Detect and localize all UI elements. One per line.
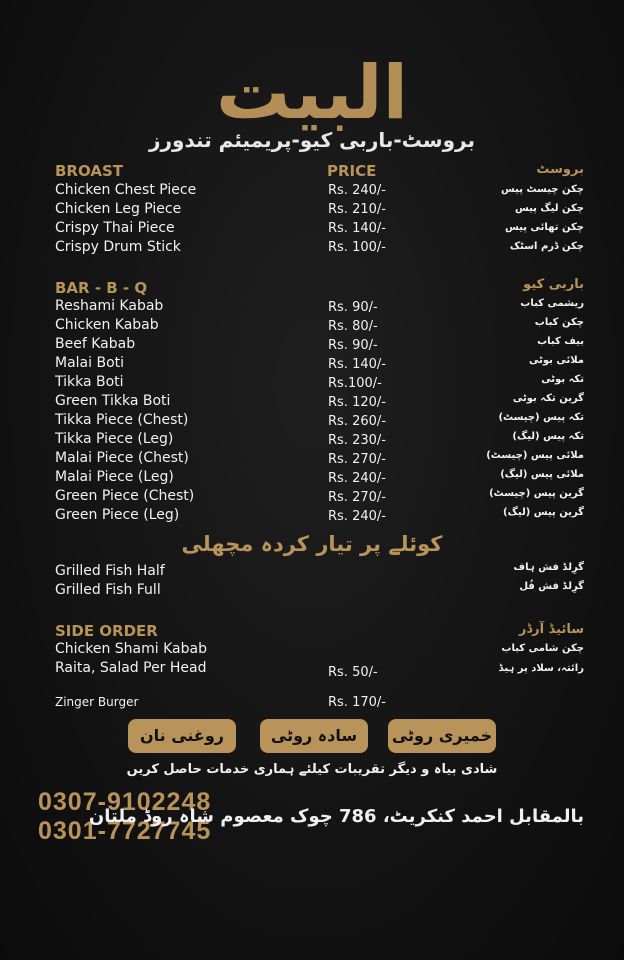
- menu-item-name: Grilled Fish Half: [55, 563, 165, 579]
- menu-item-name: Green Tikka Boti: [55, 393, 171, 409]
- menu-item-name: Green Piece (Chest): [55, 488, 195, 504]
- menu-item-price: Rs. 170/-: [328, 695, 386, 710]
- section-title-side-order-urdu: سائیڈ آرڈر: [518, 622, 584, 637]
- menu-item-price: Rs. 90/-: [328, 300, 378, 315]
- menu-item-name: Tikka Piece (Leg): [55, 431, 174, 447]
- menu-item-name: Chicken Shami Kabab: [55, 641, 207, 657]
- menu-item-price: Rs.100/-: [328, 376, 382, 391]
- bread-tag-sada-roti: سادہ روٹی: [260, 719, 368, 753]
- section-title-bbq-urdu: باربی کیو: [523, 277, 584, 292]
- menu-item-urdu: چکن تھائی پیس: [505, 222, 584, 233]
- bread-tag-khamiri-roti: خمیری روٹی: [388, 719, 496, 753]
- menu-item-urdu: ملائی پیس (لیگ): [500, 469, 584, 480]
- logo: البیت: [216, 50, 408, 136]
- menu-item-name: Green Piece (Leg): [55, 507, 180, 523]
- section-title-bbq: BAR - B - Q: [55, 279, 148, 297]
- menu-item-urdu: ریشمی کباب: [520, 298, 584, 309]
- menu-item-urdu: چکن کباب: [534, 317, 584, 328]
- menu-item-name: Raita, Salad Per Head: [55, 660, 207, 676]
- menu-item-urdu: چکن لیگ پیس: [514, 203, 584, 214]
- section-title-broast: BROAST: [55, 162, 123, 180]
- phone-number-2: 0301-7727745: [38, 817, 212, 845]
- menu-item-price: Rs. 80/-: [328, 319, 378, 334]
- menu-item-price: Rs. 240/-: [328, 183, 386, 198]
- menu-item-urdu: تکہ پیس (لیگ): [512, 431, 584, 442]
- section-title-side-order: SIDE ORDER: [55, 622, 158, 640]
- menu-item-price: Rs. 230/-: [328, 433, 386, 448]
- menu-item-urdu: گرین پیس (لیگ): [503, 507, 584, 518]
- menu-item-urdu: تکہ بوٹی: [541, 374, 584, 385]
- menu-item-name: Chicken Kabab: [55, 317, 159, 333]
- menu-item-name: Crispy Drum Stick: [55, 239, 181, 255]
- bread-tag-roghni-naan: روغنی نان: [128, 719, 236, 753]
- section-title-fish-urdu: کوئلے پر تیار کردہ مچھلی: [181, 532, 443, 556]
- price-header: PRICE: [327, 162, 377, 180]
- menu-item-name: Beef Kabab: [55, 336, 136, 352]
- menu-item-name: Malai Piece (Chest): [55, 450, 189, 466]
- menu-item-name: Grilled Fish Full: [55, 582, 161, 598]
- menu-item-urdu: گرین پیس (چیسٹ): [489, 488, 584, 499]
- menu-item-urdu: چکن ڈرم اسٹک: [509, 241, 584, 252]
- menu-item-price: Rs. 210/-: [328, 202, 386, 217]
- menu-item-price: Rs. 50/-: [328, 665, 378, 680]
- menu-item-name: Malai Boti: [55, 355, 125, 371]
- menu-item-urdu: گرِلڈ فش ہاف: [513, 562, 584, 573]
- menu-item-urdu: گرین تکہ بوٹی: [512, 393, 584, 404]
- menu-item-price: Rs. 90/-: [328, 338, 378, 353]
- menu-item-price: Rs. 270/-: [328, 490, 386, 505]
- menu-item-price: Rs. 120/-: [328, 395, 386, 410]
- menu-item-price: Rs. 240/-: [328, 471, 386, 486]
- tagline: بروسٹ-باربی کیو-پریمیئم تندورز: [149, 128, 475, 152]
- menu-item-name: Crispy Thai Piece: [55, 220, 175, 236]
- menu-item-price: Rs. 240/-: [328, 509, 386, 524]
- menu-item-price: Rs. 100/-: [328, 240, 386, 255]
- menu-item-price: Rs. 270/-: [328, 452, 386, 467]
- menu-item-urdu: رائتہ، سلاد پر ہیڈ: [498, 663, 584, 674]
- menu-item-name: Tikka Boti: [55, 374, 124, 390]
- menu-item-urdu: بیف کباب: [537, 336, 584, 347]
- section-title-broast-urdu: بروسٹ: [536, 162, 584, 177]
- phone-number-1: 0307-9102248: [38, 788, 212, 816]
- menu-item-name: Reshami Kabab: [55, 298, 164, 314]
- menu-item-urdu: ملائی پیس (چیسٹ): [486, 450, 584, 461]
- menu-item-name: Tikka Piece (Chest): [55, 412, 189, 428]
- menu-item-urdu: ملائی بوٹی: [528, 355, 584, 366]
- catering-service-note: شادی بیاہ و دیگر تقریبات کیلئے ہماری خدمات حاصل کریں: [126, 762, 498, 777]
- menu-item-name: Chicken Leg Piece: [55, 201, 182, 217]
- menu-item-urdu: چکن شامی کباب: [501, 643, 584, 654]
- menu-item-price: Rs. 260/-: [328, 414, 386, 429]
- menu-item-price: Rs. 140/-: [328, 357, 386, 372]
- menu-item-urdu: گرِلڈ فش فُل: [519, 581, 584, 592]
- menu-item-price: Rs. 140/-: [328, 221, 386, 236]
- menu-item-urdu: تکہ پیس (چیسٹ): [498, 412, 584, 423]
- menu-item-urdu: چکن چیسٹ پیس: [500, 184, 584, 195]
- address: بالمقابل احمد کنکریٹ، 786 چوک معصوم شاہ روڈ ملتان: [88, 806, 584, 827]
- menu-item-name: Malai Piece (Leg): [55, 469, 174, 485]
- menu-item-name: Chicken Chest Piece: [55, 182, 197, 198]
- menu-item-name: Zinger Burger: [55, 695, 139, 709]
